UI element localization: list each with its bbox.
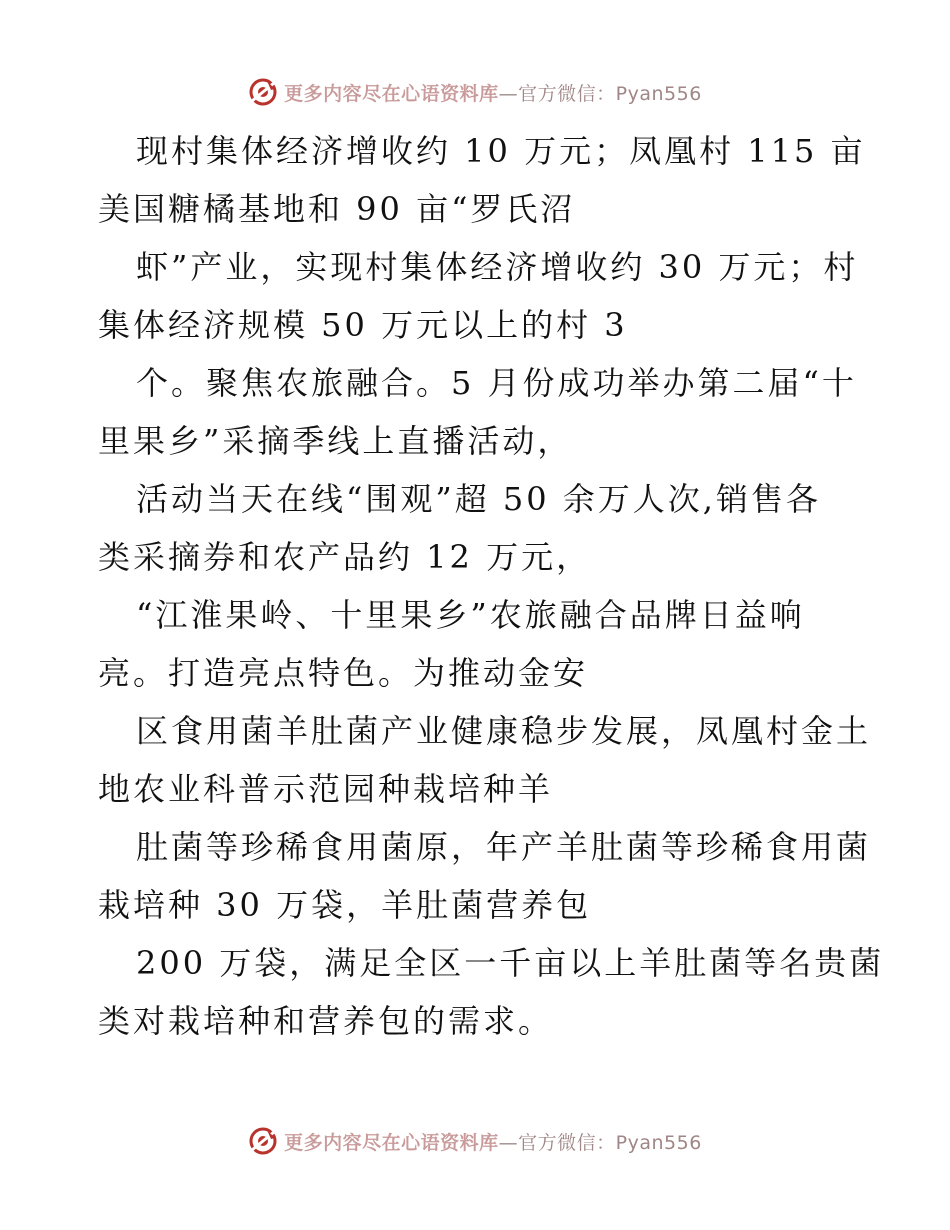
watermark-separator: —: [498, 1131, 519, 1154]
book-logo-icon: [248, 77, 278, 107]
footer-watermark: [0, 1121, 950, 1161]
watermark-wechat: 官方微信：Pyan556: [518, 82, 702, 105]
text-line: 活动当天在线“围观”超 50 余万人次,销售各: [136, 480, 821, 518]
text-line: “江淮果岭、十里果乡”农旅融合品牌日益响: [136, 596, 805, 634]
watermark-main: 更多内容尽在心语资料库: [284, 82, 499, 105]
text-line: 个。聚焦农旅融合。5 月份成功举办第二届“十: [136, 364, 857, 402]
book-logo-icon: [248, 1126, 278, 1156]
text-line: 亮。打造亮点特色。为推动金安: [98, 654, 589, 692]
watermark-text: [284, 1128, 702, 1155]
text-line: 地农业科普示范园种栽培种羊: [98, 770, 554, 808]
watermark-main: 更多内容尽在心语资料库: [284, 1131, 499, 1154]
header-watermark: [0, 72, 950, 112]
watermark-text: [284, 79, 702, 106]
text-line: 里果乡”采摘季线上直播活动，: [98, 422, 573, 460]
watermark-separator: —: [498, 82, 519, 105]
text-line: 栽培种 30 万袋，羊肚菌营养包: [98, 886, 592, 924]
text-line: 集体经济规模 50 万元以上的村 3: [98, 306, 628, 344]
text-line: 美国糖橘基地和 90 亩“罗氏沼: [98, 190, 576, 228]
text-line: 现村集体经济增收约 10 万元；凤凰村 115 亩: [136, 132, 866, 170]
text-line: 区食用菌羊肚菌产业健康稳步发展，凤凰村金土: [136, 712, 872, 750]
text-line: 肚菌等珍稀食用菌原，年产羊肚菌等珍稀食用菌: [136, 828, 872, 866]
document-body: [98, 122, 885, 1050]
text-line: 200 万袋，满足全区一千亩以上羊肚菌等名贵菌: [136, 944, 885, 982]
text-line: 类对栽培种和营养包的需求。: [98, 1002, 554, 1040]
watermark-wechat: 官方微信：Pyan556: [518, 1131, 702, 1154]
text-line: 类采摘券和农产品约 12 万元，: [98, 538, 592, 576]
text-line: 虾”产业，实现村集体经济增收约 30 万元；村: [136, 248, 859, 286]
